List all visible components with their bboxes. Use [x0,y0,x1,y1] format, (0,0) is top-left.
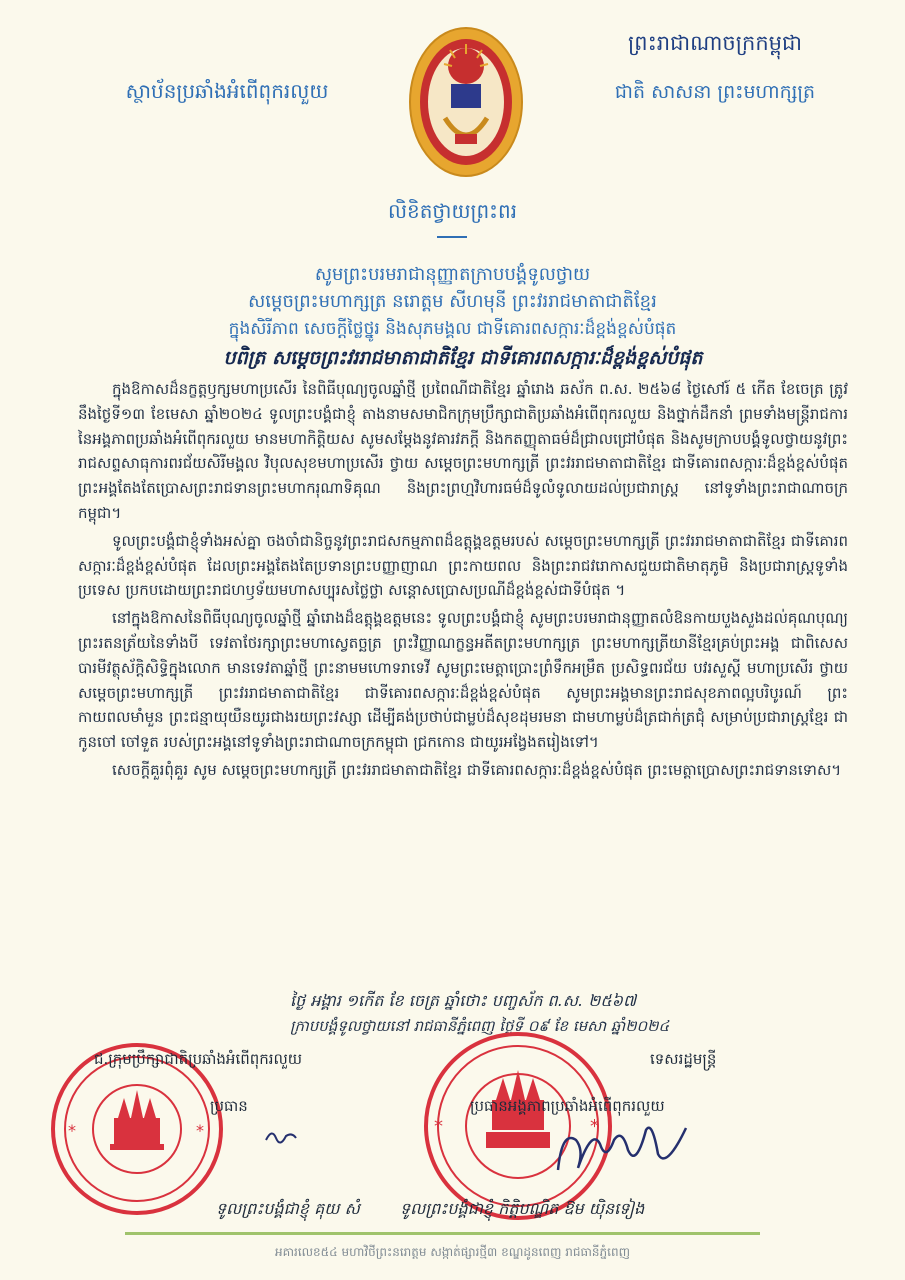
address-line: បពិត្រ សម្តេចព្រះវររាជមាតាជាតិខ្មែរ ជាទីគោរពសក្ការៈដ៏ខ្ពង់ខ្ពស់បំផុត [223,347,703,369]
kingdom-name: ព្រះរាជាណាចក្រកម្ពុជា [627,31,802,55]
left-signatory-role: ប្រធាន [210,1097,248,1115]
svg-text:*: * [196,1121,204,1140]
right-signatory-role: ប្រធានអង្គភាពប្រឆាំងអំពើពុករលួយ [470,1097,665,1115]
salutation-line-2: សម្តេចព្រះមហាក្សត្រ នរោត្តម សីហមុនី ព្រះវររាជមាតាជាតិខ្មែរ [248,291,657,312]
footer-rule [125,1232,760,1235]
anti-corruption-unit-emblem-icon [405,22,527,182]
letter-body [78,377,848,786]
right-signature [548,1110,698,1194]
document-type: លិខិតថ្វាយព្រះពរ [387,199,517,223]
left-signature [262,1124,302,1152]
institution-name: ស្ថាប័នប្រឆាំងអំពើពុករលួយ [125,79,329,103]
national-motto: ជាតិ សាសនា ព្រះមហាក្សត្រ [614,81,816,103]
left-signatory-title: ជ.ក្រុមប្រឹក្សាជាតិប្រឆាំងអំពើពុករលួយ [94,1050,303,1068]
salutation-line-1: សូមព្រះបរមរាជានុញ្ញាតក្រាបបង្គំទូលថ្វាយ [314,264,591,285]
title-divider [437,236,467,238]
footer-address: អគារលេខ៥៤ មហាវិថីព្រះនរោត្តម សង្កាត់ផ្សារថ្មី៣ ខណ្ឌដូនពេញ រាជធានីភ្នំពេញ [274,1245,631,1259]
right-signatory-name: ទូលព្រះបង្គំជាខ្ញុំ កិត្តិបណ្ឌិត ឱម យ៉ិនទៀង [400,1199,645,1218]
solar-date: ក្រាបបង្គំទូលថ្វាយនៅ រាជធានីភ្នំពេញ ថ្ងៃទី ០៩ ខែ មេសា ឆ្នាំ២០២៤ [290,1017,670,1035]
svg-text:*: * [434,1116,443,1137]
svg-text:*: * [590,1116,599,1137]
paragraph: នៅក្នុងឱកាសនៃពិធីបុណ្យចូលឆ្នាំថ្មី ឆ្នាំរោងដ៏ឧត្តុង្គឧត្តមនេះ ទូលព្រះបង្គំជាខ្ញុំ សូមព្រះបរមរាជានុញ្ញាតលំឱនកាយបួងសួងដល់គុណបុណ្យព្រះរតនត្រ័យនៃទាំងបី ទេវតាថែរក្សាព្រះមហាស្វេតច្ឆត្រ ព្រះវិញ្ញាណក្ខន្ធអតីតព្រះមហាក្សត្រ ព្រះមហាក្សត្រីយានីខ្មែរគ្រប់ព្រះអង្គ ជាពិសេសបារមីវត្ថុស័ក្តិសិទ្ធិក្នុងលោក មានទេវតាឆ្នាំថ្មី ព្រះនាមមហោទរាទេវី សូមព្រះមេត្តាប្រោះព្រំទឹកអម្រឹត ប្រសិទ្ធពរជ័យ បវរសួស្តី មហាប្រសើរ ថ្វាយ សម្តេចព្រះមហាក្សត្រី ព្រះវររាជមាតាជាតិខ្មែរ ជាទីគោរពសក្ការៈដ៏ខ្ពង់ខ្ពស់បំផុត សូមព្រះអង្គមានព្រះរាជសុខភាពល្អបរិបូរណ៍ ព្រះកាយពលមាំមួន ព្រះជន្មាយុយឺនយូរជាងរយព្រះវស្សា ដើម្បីគង់ប្រថាប់ជាម្លប់ដ៏សុខដុមរមនា ជាមហាម្លប់ដ៏ត្រជាក់ត្រជុំ សម្រាប់ប្រជារាស្ត្រខ្មែរ ជាកូនចៅ ចៅទួត របស់ព្រះអង្គនៅទូទាំងព្រះរាជាណាចក្រកម្ពុជា ជ្រកកោន ជាយូរអង្វែងតរៀងទៅ។ [78,609,848,752]
right-signatory-title: ទេសរដ្ឋមន្ត្រី [650,1050,717,1068]
paragraph: ទូលព្រះបង្គំជាខ្ញុំទាំងអស់គ្នា ចងចាំជានិច្ចនូវព្រះរាជសកម្មភាពដ៏ឧត្តុង្គឧត្តមរបស់ សម្តេចព្រះមហាក្សត្រី ព្រះវររាជមាតាជាតិខ្មែរ ជាទីគោរពសក្ការៈដ៏ខ្ពង់ខ្ពស់បំផុត ដែលព្រះអង្គតែងតែប្រទានព្រះបញ្ញាញាណ ព្រះកាយពល និងព្រះរាជវរោកាសជួយជាតិមាតុភូមិ និងប្រជារាស្ត្រទូទាំងប្រទេស ប្រកបដោយព្រះរាជហឫទ័យមហាសប្បុរសថ្លៃថ្លា សន្តោសប្រោសប្រណីដ៏ខ្ពង់ខ្ពស់ជាទីបំផុត ។ [78,531,848,600]
salutation-line-3: ក្នុងសិរីភាព សេចក្តីថ្លៃថ្នូរ និងសុភមង្គល ជាទីគោរពសក្ការៈដ៏ខ្ពង់ខ្ពស់បំផុត [228,319,677,339]
left-signatory-name: ទូលព្រះបង្គំជាខ្ញុំ គុយ សំ [216,1199,360,1218]
paragraph: សេចក្តីគួរពុំគួរ សូម សម្តេចព្រះមហាក្សត្រី ព្រះវររាជមាតាជាតិខ្មែរ ជាទីគោរពសក្ការៈដ៏ខ្ពង់ខ្ពស់បំផុត ព្រះមេត្តាប្រោសព្រះរាជទានទោស។ [112,760,842,779]
paragraph: ក្នុងឱកាសដ៏នក្ខត្តឫក្សមហាប្រសើរ នៃពិធីបុណ្យចូលឆ្នាំថ្មី ប្រពៃណីជាតិខ្មែរ ឆ្នាំរោង ឆស័ក ព.ស. ២៥៦៨ ថ្ងៃសៅរ៍ ៥ កើត ខែចេត្រ ត្រូវនឹងថ្ងៃទី១៣ ខែមេសា ឆ្នាំ២០២៤ ទូលព្រះបង្គំជាខ្ញុំ តាងនាមសមាជិកក្រុមប្រឹក្សាជាតិប្រឆាំងអំពើពុករលួយ និងថ្នាក់ដឹកនាំ ព្រមទាំងមន្ត្រីរាជការ នៃអង្គភាពប្រឆាំងអំពើពុករលួយ មានមហាកិត្តិយស សូមសម្តែងនូវគារវភក្តី និងកតញ្ញុតាធម៌ដ៏ជ្រាលជ្រៅបំផុត និងសូមក្រាបបង្គំទូលថ្វាយនូវព្រះរាជសព្ទសាធុការពរជ័យសិរីមង្គល វិបុលសុខមហាប្រសើរ ថ្វាយ សម្តេចព្រះមហាក្សត្រី ព្រះវររាជមាតាជាតិខ្មែរ ជាទីគោរពសក្ការៈដ៏ខ្ពង់ខ្ពស់បំផុត ព្រះអង្គតែងតែប្រោសព្រះរាជទានព្រះមហាករុណាទិគុណ និងព្រះព្រហ្មវិហារធម៌ដ៏ទូលំទូលាយដល់ប្រជារាស្ត្រ នៅទូទាំងព្រះរាជាណាចក្រកម្ពុជា។ [78,380,848,522]
lunar-date: ថ្ងៃ អង្គារ ១កើត ខែ ចេត្រ ឆ្នាំថោះ បញ្ចស័ក ព.ស. ២៥៦៧ [290,991,637,1010]
svg-text:*: * [68,1121,76,1140]
